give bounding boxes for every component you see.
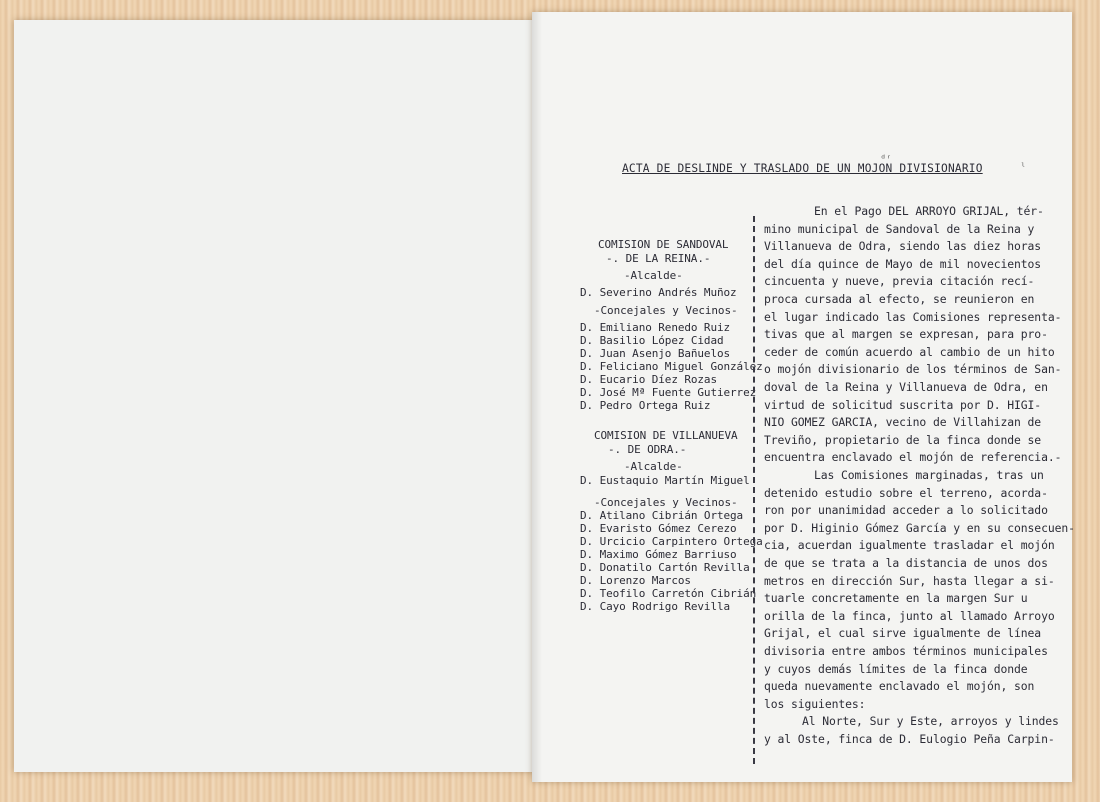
role-heading: -Alcalde- [624, 269, 683, 282]
member-name: D. Cayo Rodrigo Revilla [580, 600, 731, 613]
body-line: ceder de común acuerdo al cambio de un hito [764, 344, 1055, 359]
member-name: D. Basilio López Cidad [580, 334, 724, 347]
body-line: doval de la Reina y Villanueva de Odra, en [764, 380, 1048, 394]
left-page-blank [14, 20, 536, 772]
body-line: Grijal, el cual sirve igualmente de línea [764, 626, 1042, 641]
commission-heading: COMISION DE VILLANUEVA [594, 429, 738, 442]
role-heading: -Concejales y Vecinos- [594, 496, 738, 509]
member-name: D. Feliciano Miguel González [580, 360, 763, 373]
member-name: D. Eustaquio Martín Miguel [580, 474, 750, 487]
body-line: Las Comisiones marginadas, tras un [814, 468, 1044, 482]
body-line: tuarle concretamente en la margen Sur u [764, 591, 1028, 606]
commission-heading: -. DE LA REINA.- [606, 252, 711, 265]
body-line: divisoria entre ambos términos municipales [764, 644, 1048, 658]
body-line: tivas que al margen se expresan, para pro- [764, 327, 1048, 342]
body-line: el lugar indicado las Comisiones representa- [764, 309, 1062, 324]
member-name: D. Teofilo Carretón Cibrián [580, 587, 757, 600]
commission-heading: COMISION DE SANDOVAL [598, 238, 729, 251]
margin-mark: ˡ [1020, 162, 1027, 173]
body-line: Villanueva de Odra, siendo las diez horas [764, 239, 1042, 254]
member-name: D. Severino Andrés Muñoz [580, 286, 737, 299]
document-title: ACTA DE DESLINDE Y TRASLADO DE UN MOJON DIVISIONARIO [622, 162, 983, 175]
body-line: de que se trata a la distancia de unos dos [764, 556, 1048, 570]
body-line: por D. Higinio Gómez García y en su consecuen- [764, 520, 1075, 535]
body-line: o mojón divisionario de los términos de San- [764, 362, 1062, 377]
body-line: y al Oste, finca de D. Eulogio Peña Carpin- [764, 732, 1055, 746]
member-name: D. Maximo Gómez Barriuso [580, 548, 737, 561]
member-name: D. Atilano Cibrián Ortega [580, 509, 744, 522]
right-page [532, 12, 1075, 782]
member-name: D. Evaristo Gómez Cerezo [580, 522, 737, 535]
body-line: queda nuevamente enclavado el mojón, son [764, 679, 1035, 694]
body-line: En el Pago DEL ARROYO GRIJAL, tér- [814, 204, 1044, 218]
body-line: proca cursada al efecto, se reunieron en [764, 292, 1035, 306]
body-line: ron por unanimidad acceder a lo solicitado [764, 503, 1048, 518]
dashed-divider [753, 216, 755, 764]
body-line: virtud de solicitud suscrita por D. HIGI- [764, 397, 1042, 412]
body-line: y cuyos demás límites de la finca donde [764, 661, 1028, 676]
body-line: del día quince de Mayo de mil novecientos [764, 256, 1042, 271]
body-line: mino municipal de Sandoval de la Reina y [764, 221, 1035, 236]
member-name: D. Urcicio Carpintero Ortega [580, 535, 763, 548]
handwritten-mark: ᵈʳ [880, 154, 893, 165]
body-line: orilla de la finca, junto al llamado Arroyo [764, 608, 1055, 623]
role-heading: -Alcalde- [624, 460, 683, 473]
body-line: cia, acuerdan igualmente trasladar el mojón [764, 538, 1055, 553]
body-line: detenido estudio sobre el terreno, acorda- [764, 485, 1048, 500]
body-line: Treviño, propietario de la finca donde se [764, 432, 1042, 447]
page-fold-shadow [532, 12, 542, 782]
member-name: D. José Mª Fuente Gutierrez [580, 386, 757, 399]
commission-heading: -. DE ODRA.- [608, 443, 687, 456]
role-heading: -Concejales y Vecinos- [594, 304, 738, 317]
member-name: D. Donatilo Cartón Revilla [580, 561, 750, 574]
member-name: D. Eucario Díez Rozas [580, 373, 717, 386]
body-line: Al Norte, Sur y Este, arroyos y lindes [802, 714, 1059, 729]
body-line: encuentra enclavado el mojón de referencia.- [764, 450, 1062, 465]
member-name: D. Pedro Ortega Ruiz [580, 399, 711, 412]
member-name: D. Emiliano Renedo Ruiz [580, 321, 731, 334]
body-line: metros en dirección Sur, hasta llegar a si- [764, 573, 1055, 588]
member-name: D. Juan Asenjo Bañuelos [580, 347, 731, 360]
body-line: los siguientes: [764, 696, 866, 711]
body-line: NIO GOMEZ GARCIA, vecino de Villahizan de [764, 415, 1042, 430]
body-line: cincuenta y nueve, previa citación recí- [764, 274, 1035, 289]
member-name: D. Lorenzo Marcos [580, 574, 691, 587]
